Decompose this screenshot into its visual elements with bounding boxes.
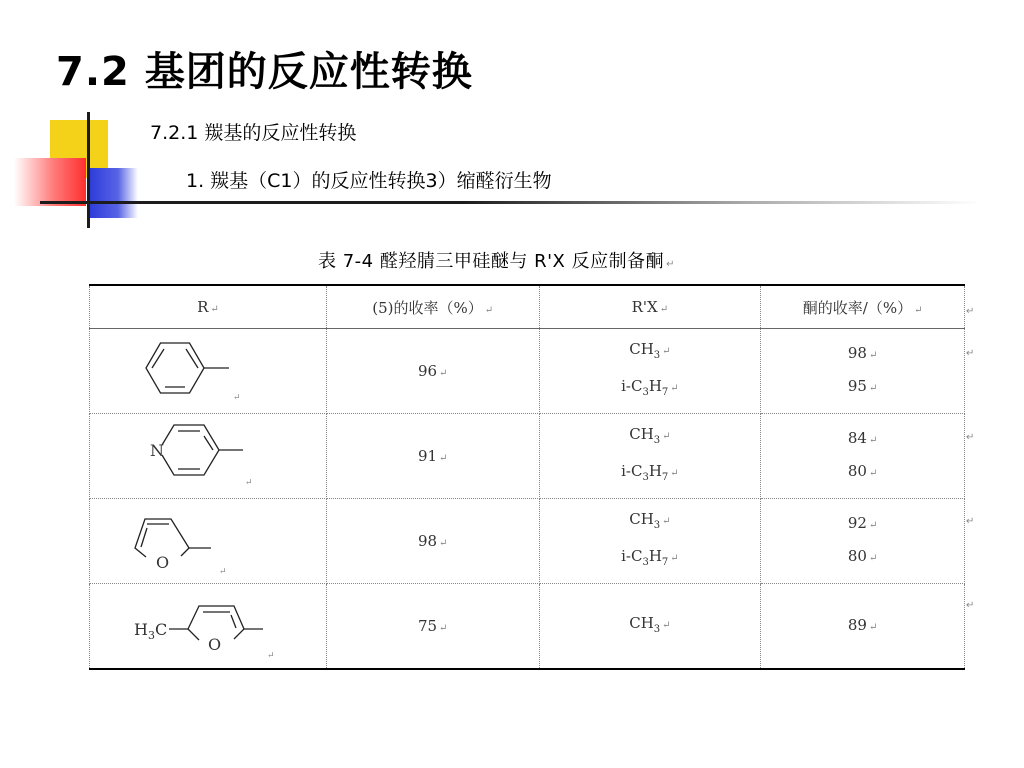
paragraph-mark: ↵ [439, 368, 448, 379]
ketone-yield-value: 89 [847, 615, 867, 634]
paragraph-mark: ↵ [439, 623, 448, 634]
ketone-yield-cell [761, 584, 965, 670]
row-end-mark: ↵ [966, 348, 975, 359]
table-row [90, 414, 965, 499]
paragraph-mark: ↵ [670, 468, 679, 479]
row-end-mark: ↵ [966, 600, 975, 611]
table-row [90, 584, 965, 670]
row-end-mark: ↵ [966, 306, 975, 317]
ketone-yield-value: 98 [847, 344, 867, 362]
table-header-row [90, 285, 965, 329]
paragraph-mark: ↵ [868, 350, 878, 361]
rx-value: $i-C_3H_7$ [621, 547, 669, 568]
section-subtitle: 7.2.1 羰基的反应性转换 [150, 122, 357, 144]
svg-text:↵: ↵ [244, 478, 253, 488]
svg-text:↵: ↵ [232, 393, 241, 403]
paragraph-mark: ↵ [868, 553, 878, 564]
rx-cell [539, 584, 761, 670]
rx-value: $CH_3$ [629, 340, 661, 361]
ring-oxygen-label: O [155, 553, 170, 572]
ketone-yield-value: 92 [847, 514, 867, 532]
red-square-decoration [14, 158, 86, 206]
yield5-cell [326, 329, 539, 414]
paragraph-mark: ↵ [662, 619, 671, 631]
slide-title: 7.2 基团的反应性转换 [56, 49, 473, 95]
structure-cell [90, 414, 327, 499]
table-caption [318, 249, 675, 278]
rx-value: $i-C_3H_7$ [621, 462, 669, 483]
4-pyridyl-structure [133, 419, 283, 493]
yield5-cell [326, 499, 539, 584]
rx-cell [539, 499, 761, 584]
svg-text:↵: ↵ [218, 567, 227, 577]
structure-cell [90, 584, 327, 670]
paragraph-mark: ↵ [868, 520, 878, 531]
ring-oxygen-label: O [207, 635, 222, 654]
svg-text:↵: ↵ [266, 651, 275, 661]
ketone-yield-cell [761, 329, 965, 414]
ring-nitrogen-label: N [149, 441, 164, 460]
row-end-mark: ↵ [966, 432, 975, 443]
paragraph-mark: ↵ [670, 553, 679, 564]
paragraph-mark: ↵ [210, 304, 219, 315]
paragraph-mark: ↵ [662, 346, 671, 357]
5-methyl-2-furyl-structure [133, 589, 283, 663]
ketone-yield-value: 80 [847, 547, 867, 565]
rx-value: $i-C_3H_7$ [621, 377, 669, 398]
rx-value: $CH_3$ [629, 510, 661, 531]
table-caption-text: 表 7-4 醛羟腈三甲硅醚与 R'X 反应制备酮 [318, 251, 665, 272]
header-rx [539, 285, 761, 329]
blue-square-decoration [88, 168, 138, 218]
rx-cell [539, 329, 761, 414]
header-r-text: R [197, 298, 209, 316]
structure-cell [90, 499, 327, 584]
paragraph-mark: ↵ [439, 453, 448, 464]
paragraph-mark: ↵ [868, 468, 878, 479]
header-yield5 [326, 285, 539, 329]
paragraph-mark: ↵ [662, 431, 671, 442]
ketone-yield-cell [761, 499, 965, 584]
yield5-value: 75 [417, 617, 438, 635]
yield5-cell [326, 584, 539, 670]
ketone-yield-value: 95 [847, 377, 867, 395]
vertical-rule-decoration [87, 112, 90, 228]
ketone-yield-cell [761, 414, 965, 499]
ketone-yield-value: 84 [847, 429, 867, 447]
header-ketone-yield-text: 酮的收率/（%） [802, 298, 913, 317]
row-end-mark: ↵ [966, 516, 975, 527]
paragraph-mark: ↵ [662, 516, 671, 527]
structure-cell [90, 329, 327, 414]
horizontal-rule-decoration [40, 201, 980, 204]
paragraph-mark: ↵ [666, 259, 675, 270]
data-table [89, 284, 965, 670]
paragraph-mark: ↵ [659, 304, 669, 315]
paragraph-mark: ↵ [868, 435, 878, 446]
paragraph-mark: ↵ [439, 538, 448, 549]
2-furyl-structure [133, 504, 283, 578]
paragraph-mark: ↵ [484, 304, 494, 316]
rx-value: $CH_3$ [629, 425, 661, 446]
table-row [90, 499, 965, 584]
header-rx-text: R'X [631, 298, 658, 316]
header-r [90, 285, 327, 329]
yield5-value: 91 [417, 447, 438, 465]
header-yield5-text: (5)的收率（%） [372, 298, 483, 317]
yield5-value: 96 [417, 362, 438, 380]
rx-value: $CH_3$ [629, 613, 661, 635]
yield5-cell [326, 414, 539, 499]
yield5-value: 98 [417, 532, 438, 550]
ketone-yield-value: 80 [847, 462, 867, 480]
paragraph-mark: ↵ [670, 383, 679, 394]
paragraph-mark: ↵ [914, 304, 923, 316]
phenyl-structure [133, 334, 283, 408]
paragraph-mark: ↵ [868, 621, 878, 633]
methyl-label: $H_3C$ [133, 620, 168, 642]
header-ketone-yield [761, 285, 965, 329]
topic-line: 1. 羰基（C1）的反应性转换3）缩醛衍生物 [186, 170, 552, 192]
rx-cell [539, 414, 761, 499]
paragraph-mark: ↵ [868, 383, 878, 394]
table-row [90, 329, 965, 414]
